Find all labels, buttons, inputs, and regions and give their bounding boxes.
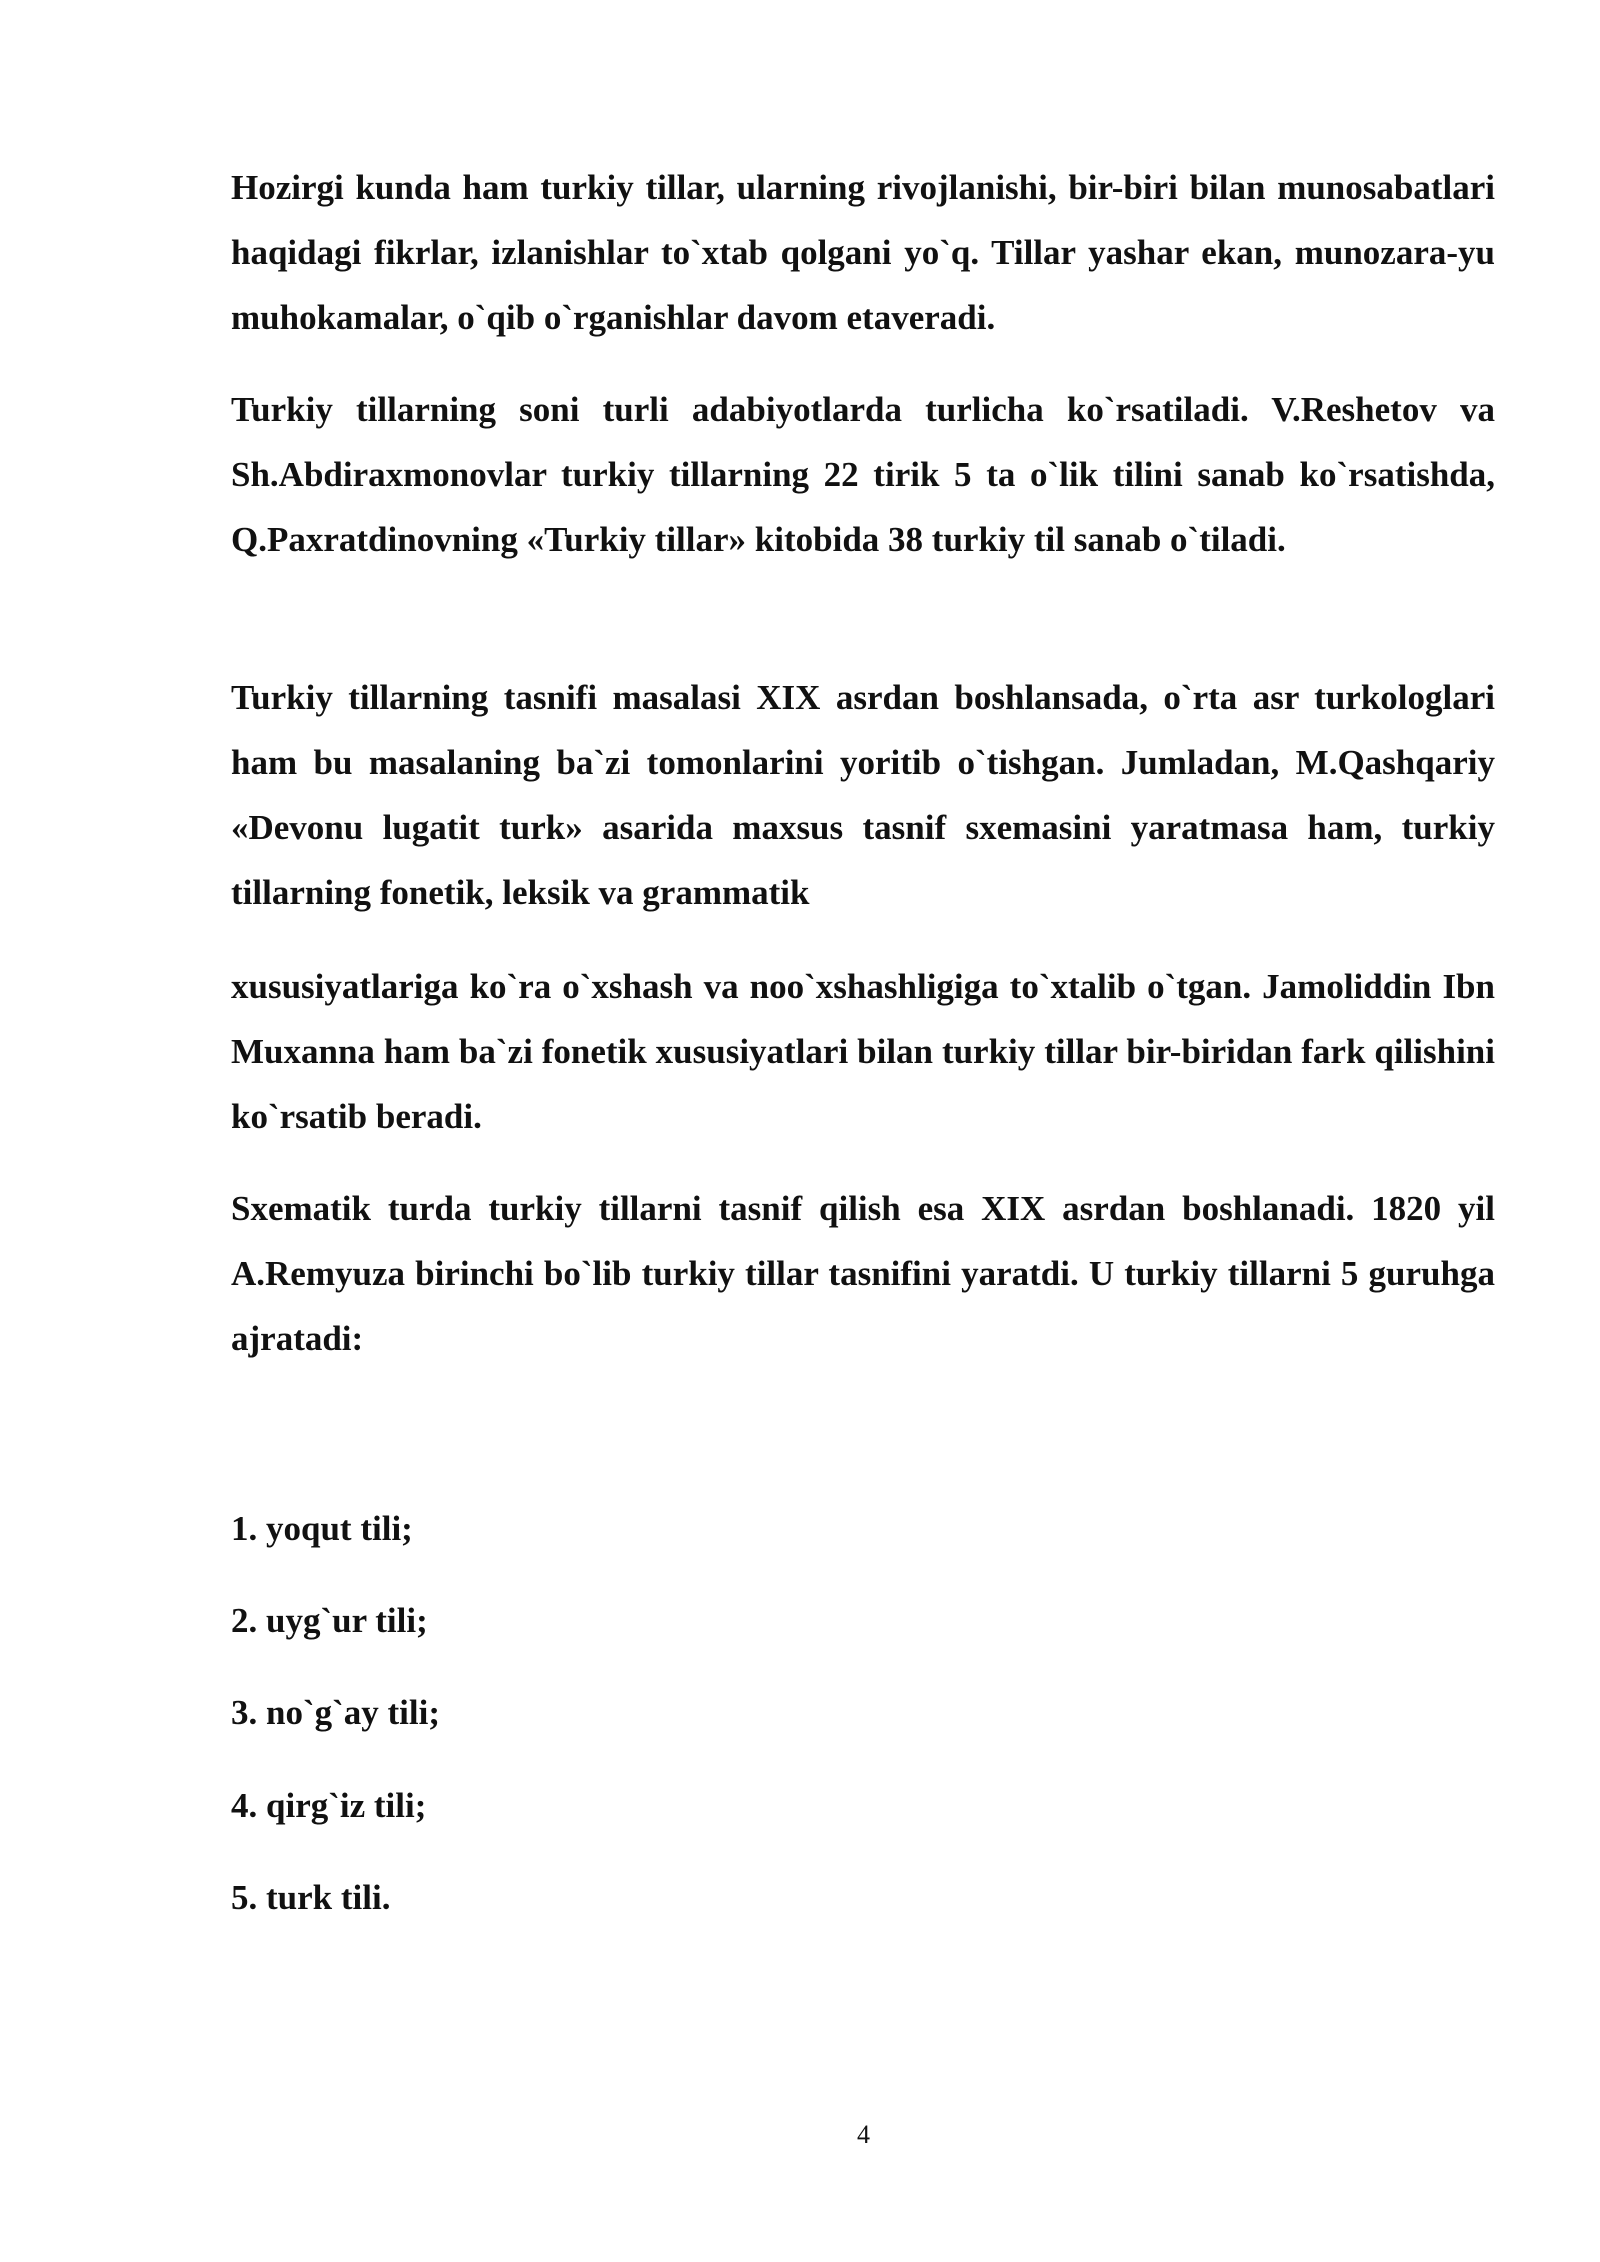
paragraph-remusat-classification: Sxematik turda turkiy tillarni tasnif qilish esa XIX asrdan boshlanadi. 1820 yil A.Remyuza birinchi bo`lib turkiy tillar tasnifini yaratdi. U turkiy tillarni 5 guruhga ajratadi:: [231, 1189, 1495, 1358]
list-item: 5. turk tili.: [231, 1878, 391, 1917]
paragraph-turkic-languages-research: Hozirgi kunda ham turkiy tillar, ularning rivojlanishi, bir-biri bilan munosabatlari haqidagi fikrlar, izlanishlar to`xtab qolgani yo`q. Tillar yashar ekan, munozara-yu muhokamalar, o`qib o`rganishlar davom etaveradi.: [231, 168, 1495, 337]
paragraph-number-of-turkic-languages: Turkiy tillarning soni turli adabiyotlarda turlicha ko`rsatiladi. V.Reshetov va Sh.Abdiraxmonovlar turkiy tillarning 22 tirik 5 ta o`lik tilini sanab ko`rsatishda, Q.Paxratdinovning «Turkiy tillar» kitobida 38 turkiy til sanab o`tiladi.: [231, 390, 1495, 559]
paragraph-similarity-differences: xususiyatlariga ko`ra o`xshash va noo`xshashligiga to`xtalib o`tgan. Jamoliddin Ibn Muxanna ham ba`zi fonetik xususiyatlari bilan turkiy tillar bir-biridan fark qilishini ko`rsatib beradi.: [231, 967, 1495, 1136]
list-item: 1. yoqut tili;: [231, 1509, 413, 1548]
list-item: 2. uyg`ur tili;: [231, 1601, 428, 1640]
paragraph-classification-history: Turkiy tillarning tasnifi masalasi XIX asrdan boshlansada, o`rta asr turkologlari ham bu masalaning ba`zi tomonlarini yoritib o`tishgan. Jumladan, M.Qashqariy «Devonu lugatit turk» asarida maxsus tasnif sxemasini yaratmasa ham, turkiy tillarning fonetik, leksik va grammatik: [231, 678, 1495, 912]
list-item: 4. qirg`iz tili;: [231, 1786, 427, 1825]
page-number: 4: [857, 2120, 870, 2149]
list-item: 3. no`g`ay tili;: [231, 1693, 441, 1732]
